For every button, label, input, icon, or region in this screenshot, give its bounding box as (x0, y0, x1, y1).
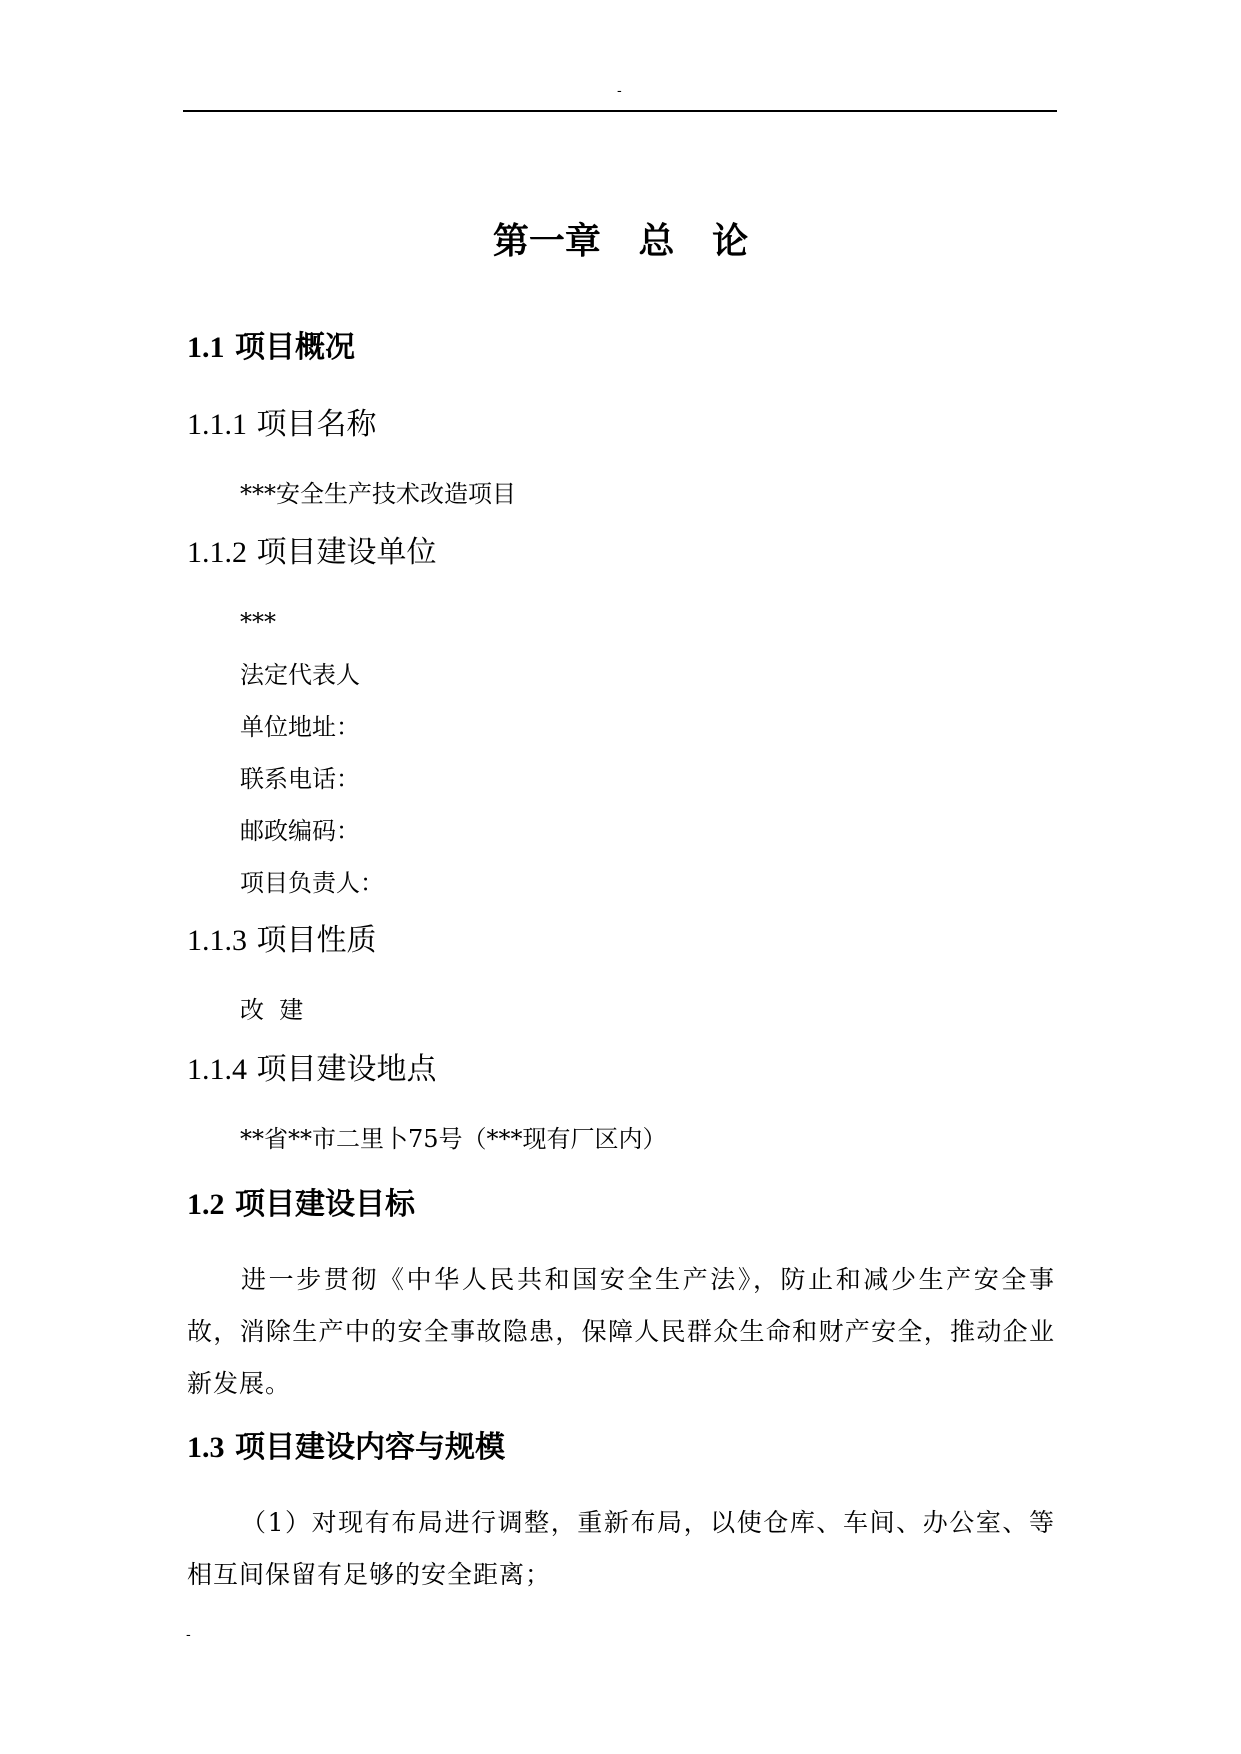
section-title: 项目建设内容与规模 (234, 1430, 505, 1465)
subsection-title: 项目建设地点 (256, 1052, 437, 1087)
legal-representative-label: 法定代表人 (240, 661, 360, 689)
footer-mark: - (186, 1627, 191, 1643)
section-heading-1-2 (187, 1185, 415, 1225)
section-number: 1.2 (187, 1188, 225, 1221)
subsection-number: 1.1.2 (187, 536, 247, 569)
project-name-text: ***安全生产技术改造项目 (240, 480, 516, 508)
subsection-title: 项目建设单位 (256, 535, 437, 570)
chapter-title: 第一章 总 论 (492, 221, 749, 262)
header-mark: - (617, 83, 622, 99)
section-heading-1-1 (187, 328, 355, 368)
unit-name-text: *** (240, 608, 276, 636)
section-title: 项目概况 (234, 330, 355, 365)
section-title: 项目建设目标 (234, 1187, 415, 1222)
contact-phone-label: 联系电话： (240, 765, 360, 793)
subsection-title: 项目性质 (256, 923, 377, 958)
subsection-number: 1.1.4 (187, 1053, 247, 1086)
construction-content-paragraph: （1）对现有布局进行调整，重新布局，以使仓库、车间、办公室、等相互间保留有足够的安全距离； (187, 1508, 1055, 1589)
project-goal-paragraph: 进一步贯彻《中华人民共和国安全生产法》，防止和减少生产安全事故，消除生产中的安全事故隐患，保障人民群众生命和财产安全，推动企业新发展。 (187, 1265, 1055, 1398)
section-number: 1.1 (187, 331, 225, 364)
postal-code-label: 邮政编码： (240, 817, 360, 845)
unit-address-label: 单位地址： (240, 713, 360, 741)
subsection-number: 1.1.1 (187, 408, 247, 441)
section-heading-1-3 (187, 1428, 505, 1468)
subsection-heading-1-1-1 (187, 405, 377, 445)
project-nature-text: 改 建 (240, 996, 304, 1024)
subsection-title: 项目名称 (256, 407, 377, 442)
section-number: 1.3 (187, 1431, 225, 1464)
project-lead-label: 项目负责人： (240, 869, 384, 897)
project-location-text: **省**市二里卜75号（***现有厂区内） (240, 1125, 667, 1153)
subsection-heading-1-1-3 (187, 921, 377, 961)
subsection-number: 1.1.3 (187, 924, 247, 957)
header-rule (183, 110, 1057, 112)
subsection-heading-1-1-2 (187, 533, 437, 573)
subsection-heading-1-1-4 (187, 1050, 437, 1090)
